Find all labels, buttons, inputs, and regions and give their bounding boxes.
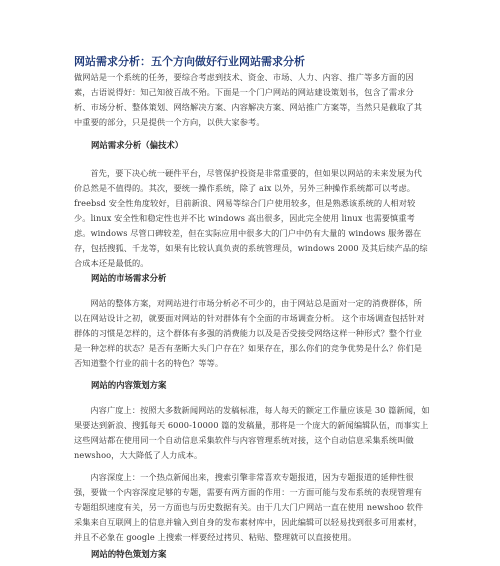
section-paragraph-market: 网站的整体方案，对网站进行市场分析必不可少的，由于网站总是面对一定的消费群体，所以在网站设计之初，就要面对网站的针对群体有个全面的市场调查分析。 这个市场调查包括针对群体的习惯是怎样的，这个群体有多强的消费能力以及是否受接受网络这样一种形式？整个行业是一种怎样的状态？是否有垄断大头门户存在？如果存在，那么你们的竞争优势是什么？你们是否知道整个行业的前十名的特色？等等。: [74, 298, 425, 368]
page-title: 网站需求分析：五个方向做好行业网站需求分析: [74, 55, 305, 68]
section-heading-tech: 网站需求分析（偏技术）: [91, 140, 184, 150]
section-paragraph-content-depth: 内容深度上：一个热点新闻出来，搜索引擎非常喜欢专题报道，因为专题报道的延伸性很强，要做一个内容深度足够的专题，需要有两方面的作用：一方面可能与发布系统的表现管理有专题组织速度有关，另一方面也与历史数据有关。由于几大门户网站一直在使用 newshoo 软件采集来自互联网上的信息并输入到自身的发布素材库中，因此编辑可以轻易找到很多可用素材，并且不必象在 google 上搜索一样要经过拷贝、粘贴、整理就可以直接使用。: [74, 472, 424, 542]
section-heading-market: 网站的市场需求分析: [91, 273, 167, 283]
section-paragraph-tech: 首先，要下决心统一硬件平台，尽管保护投资是非常重要的，但如果以网站的未来发展为代价总然是不值得的。其次，要统一操作系统，除了 aix 以外，另外三种操作系统都可以考虑。freebsd 安全性角度较好，目前新浪、网易等综合门户使用较多，但是熟悉该系统的人相对较少。linux 安全性和稳定性也并不比 windows 高出很多，因此完全使用 linux 也需要慎重考虑。windows 尽管口碑较差，但在实际应用中很多大的门户中仍有大量的 windows 服务器在存，包括搜狐、千龙等，如果有比较认真负责的系统管理员，windows 2000 及其后续产品的综合成本还是最低的。: [74, 168, 428, 268]
section-heading-feature: 网站的特色策划方案: [91, 549, 167, 559]
intro-paragraph: 做网站是一个系统的任务，要综合考虑到技术、资金、市场、人力、内容、推广等多方面的因素，古语说得好：知己知彼百战不殆。下面是一个门户网站的网站建设策划书，包含了需求分析、市场分析、整体策划、网络解决方案、内容解决方案、网站推广方案等，当然只是截取了其中重要的部分，只是提供一个方向，以供大家参考。: [74, 72, 423, 127]
section-heading-content: 网站的内容策划方案: [91, 380, 167, 390]
section-paragraph-content-breadth: 内容广度上：按照大多数新闻网站的发稿标准，每人每天的额定工作量应该是 30 篇新闻，如果要达到新浪、搜狐每天 6000-10000 篇的发稿量，那将是一个庞大的新闻编辑队伍，而事实上这些网站都在使用同一个自动信息采集软件与内容管理系统对接，这个自动信息采集系统叫做 newshoo，大大降低了人力成本。: [74, 405, 430, 460]
